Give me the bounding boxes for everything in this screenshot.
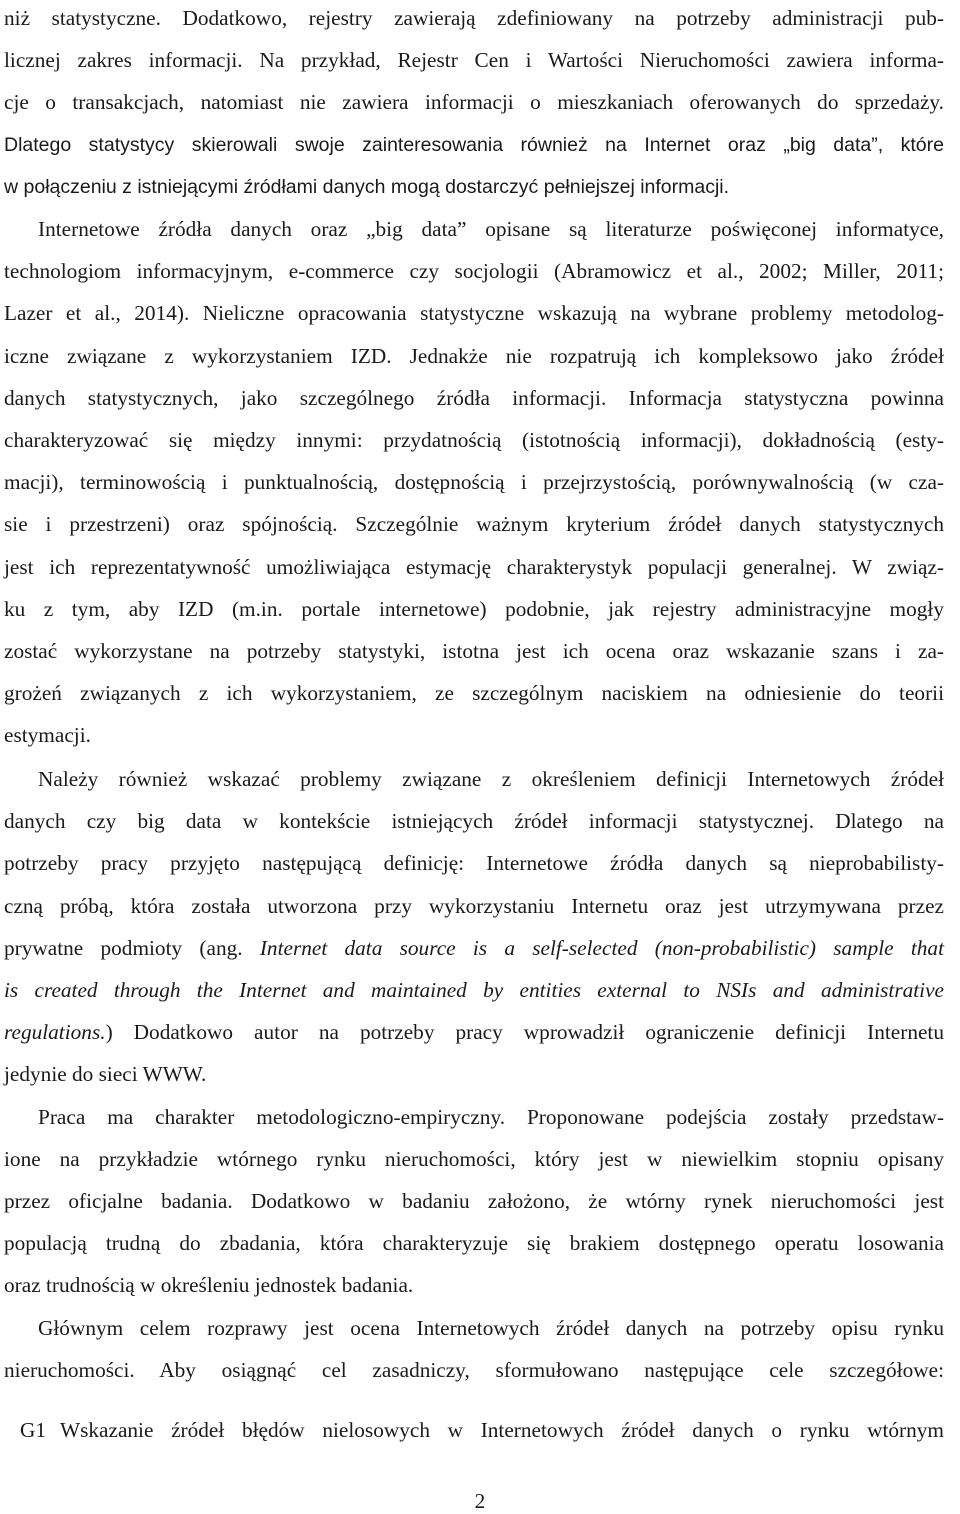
text-line: populacją trudną do zbadania, która charakteryzuje się brakiem dostępnego operatu losowania: [4, 1231, 944, 1255]
text-line: w połączeniu z istniejącymi źródłami danych mogą dostarczyć pełniejszej informacji.: [4, 176, 730, 198]
text-line: grożeń związanych z ich wykorzystaniem, ze szczególnym naciskiem na odniesienie do teorii: [4, 681, 944, 705]
text-line: ku z tym, aby IZD (m.in. portale internetowe) podobnie, jak rejestry administracyjne mogły: [4, 597, 944, 621]
text-line: potrzeby pracy przyjęto następującą definicję: Internetowe źródła danych są nieprobabilisty-: [4, 851, 944, 875]
page-number: 2: [474, 1489, 486, 1513]
text-line: oraz trudnością w określeniu jednostek badania.: [4, 1273, 414, 1297]
text-line: czną próbą, która została utworzona przy wykorzystaniu Internetu oraz jest utrzymywana przez: [4, 894, 944, 918]
text-line: macji), terminowością i punktualnością, dostępnością i przejrzystością, porównywalnością (w cza-: [4, 470, 944, 494]
text-line: Dlatego statystycy skierowali swoje zainteresowania również na Internet oraz „big data”, które: [4, 134, 944, 156]
text-line: danych czy big data w kontekście istniejących źródeł informacji statystycznej. Dlatego na: [4, 809, 944, 833]
text-span: ) Dodatkowo autor na potrzeby pracy wprowadził ograniczenie definicji Internetu: [105, 1020, 944, 1044]
text-line: zostać wykorzystane na potrzeby statystyki, istotna jest ich ocena oraz wskazanie szans i za-: [4, 639, 944, 663]
text-line: Internetowe źródła danych oraz „big data” opisane są literaturze poświęconej informatyce,: [38, 217, 944, 241]
text-line: [4, 933, 944, 963]
text-line: Lazer et al., 2014). Nieliczne opracowania statystyczne wskazują na wybrane problemy metodolog-: [4, 301, 944, 325]
text-line: Należy również wskazać problemy związane z określeniem definicji Internetowych źródeł: [38, 767, 944, 791]
text-span: prywatne podmioty (ang.: [4, 936, 260, 960]
italic-text: regulations.: [4, 1020, 106, 1044]
text-line: charakteryzować się między innymi: przydatnością (istotnością informacji), dokładnością (esty-: [4, 428, 944, 452]
italic-text: is created through the Internet and maintained by entities external to NSIs and administrative: [4, 978, 944, 1002]
text-line: estymacji.: [4, 723, 91, 747]
text-line: sie i przestrzeni) oraz spójnością. Szczególnie ważnym kryterium źródeł danych statystycznych: [4, 512, 944, 536]
text-line: przez oficjalne badania. Dodatkowo w badaniu założono, że wtórny rynek nieruchomości jest: [4, 1189, 944, 1213]
list-item-text: Wskazanie źródeł błędów nielosowych w Internetowych źródeł danych o rynku wtórnym: [60, 1418, 944, 1442]
text-line: [4, 1017, 944, 1047]
text-line: danych statystycznych, jako szczególnego źródła informacji. Informacja statystyczna powinna: [4, 386, 944, 410]
text-line: jest ich reprezentatywność umożliwiająca estymację charakterystyk populacji generalnej. W związ-: [4, 555, 944, 579]
text-line: [4, 975, 944, 1005]
text-line: technologiom informacyjnym, e-commerce czy socjologii (Abramowicz et al., 2002; Miller, 2011;: [4, 259, 944, 283]
text-line: ione na przykładzie wtórnego rynku nieruchomości, który jest w niewielkim stopniu opisany: [4, 1147, 944, 1171]
text-line: licznej zakres informacji. Na przykład, Rejestr Cen i Wartości Nieruchomości zawiera informa-: [4, 48, 944, 72]
text-line: jedynie do sieci WWW.: [4, 1062, 207, 1086]
text-line: cje o transakcjach, natomiast nie zawiera informacji o mieszkaniach oferowanych do sprzedaży.: [4, 90, 944, 114]
text-line: iczne związane z wykorzystaniem IZD. Jednakże nie rozpatrują ich kompleksowo jako źródeł: [4, 344, 944, 368]
text-line: Praca ma charakter metodologiczno-empiryczny. Proponowane podejścia zostały przedstaw-: [38, 1105, 944, 1129]
text-line: niż statystyczne. Dodatkowo, rejestry zawierają zdefiniowany na potrzeby administracji pub-: [4, 6, 944, 30]
italic-text: Internet data source is a self-selected (non-probabilistic) sample that: [259, 936, 944, 960]
text-line: nieruchomości. Aby osiągnąć cel zasadniczy, sformułowano następujące cele szczegółowe:: [4, 1358, 944, 1382]
list-item-label: G1: [20, 1418, 47, 1442]
text-line: Głównym celem rozprawy jest ocena Internetowych źródeł danych na potrzeby opisu rynku: [38, 1316, 944, 1340]
